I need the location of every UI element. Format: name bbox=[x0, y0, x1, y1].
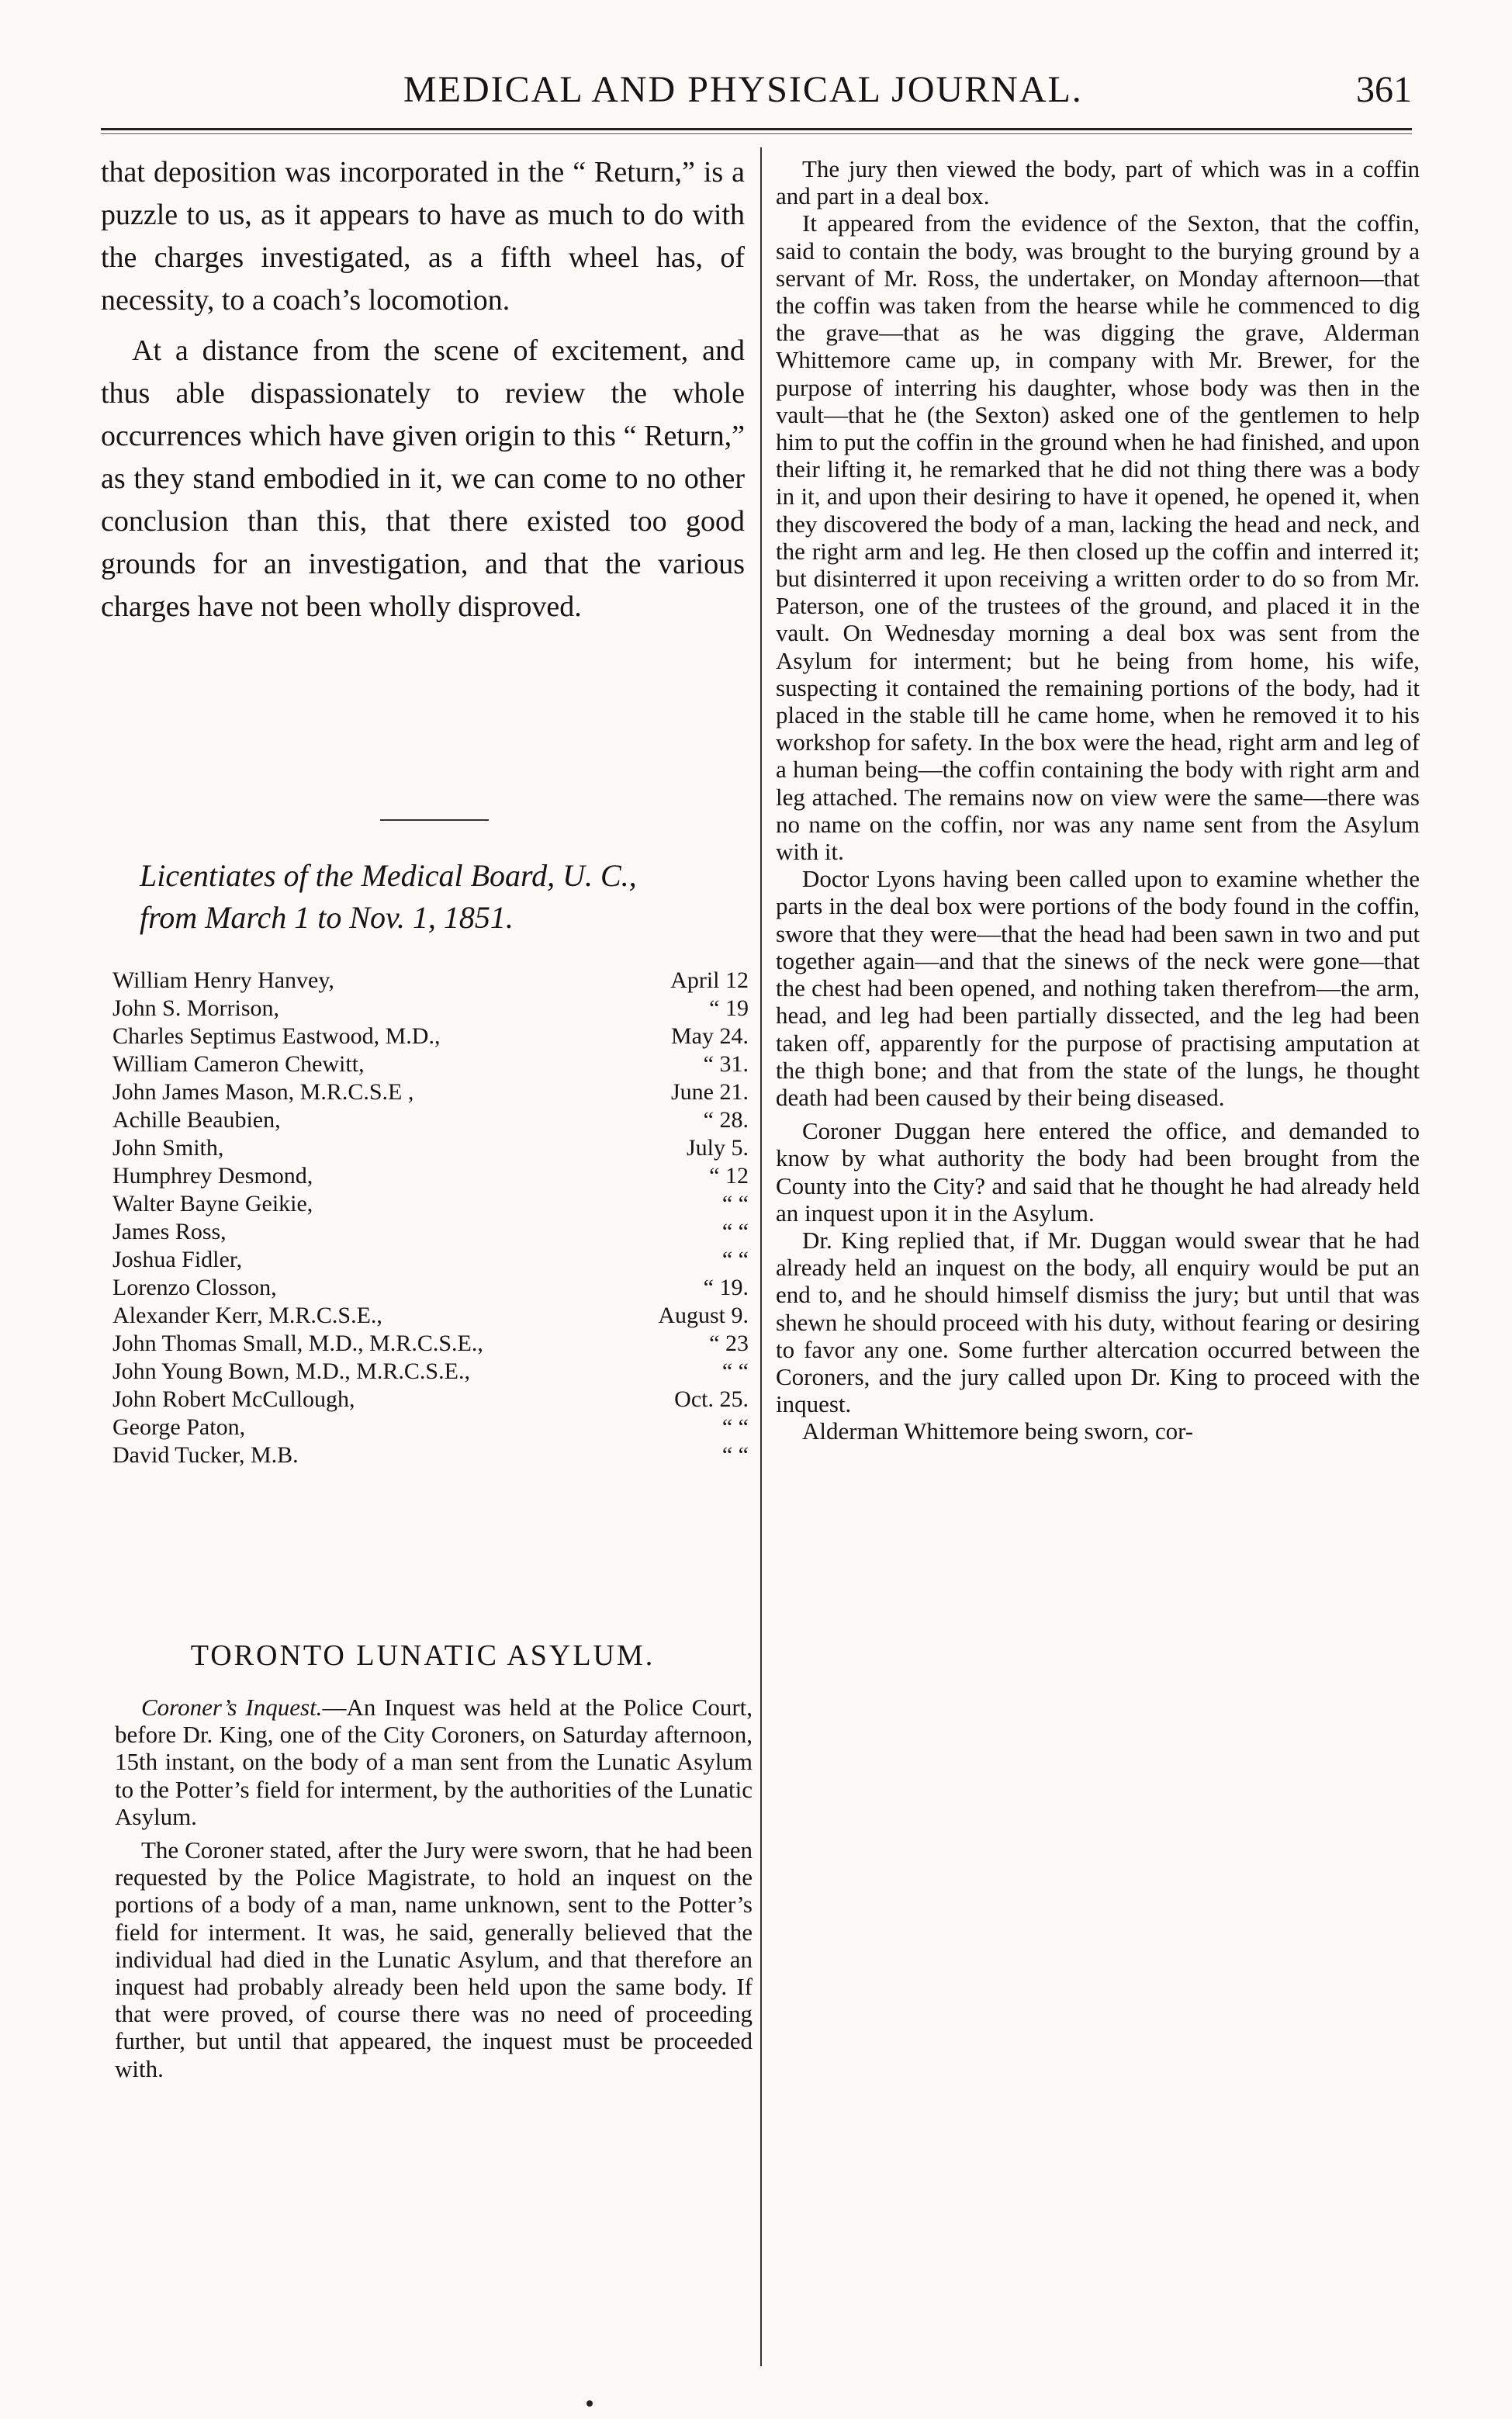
licentiate-date: “ 28. bbox=[703, 1107, 749, 1133]
licentiate-name: Joshua Fidler, bbox=[112, 1247, 243, 1272]
licentiates-heading-line1: Licentiates of the Medical Board, U. C., bbox=[140, 858, 637, 893]
licentiate-date: “ “ bbox=[721, 1247, 749, 1272]
licentiate-name: William Cameron Chewitt, bbox=[112, 1051, 365, 1077]
licentiate-date: “ “ bbox=[721, 1442, 749, 1468]
licentiate-row bbox=[112, 1050, 749, 1078]
licentiate-date: “ “ bbox=[721, 1191, 749, 1216]
asylum-section bbox=[101, 1639, 745, 1673]
inquest-paragraph-1 bbox=[115, 1694, 753, 1830]
licentiate-row bbox=[112, 1134, 749, 1162]
licentiate-row bbox=[112, 1386, 749, 1414]
inquest-section bbox=[115, 1694, 753, 2082]
licentiate-name: John Smith, bbox=[112, 1135, 224, 1161]
licentiate-row bbox=[112, 1246, 749, 1274]
licentiate-date: “ “ bbox=[721, 1414, 749, 1440]
licentiate-name: Walter Bayne Geikie, bbox=[112, 1191, 313, 1216]
header-rule-thin bbox=[101, 133, 1412, 134]
licentiates-list bbox=[112, 967, 753, 1469]
left-column-top bbox=[101, 151, 745, 628]
licentiate-date: July 5. bbox=[686, 1135, 749, 1161]
licentiate-row bbox=[112, 1274, 749, 1302]
licentiate-name: George Paton, bbox=[112, 1414, 246, 1440]
inquest-paragraph-2: The Coroner stated, after the Jury were sworn, that he had been requested by the Police Magistrate, to hold an inquest on the portions of a body of a man, name unknown, sent to the Potter’s field for interment. It was, he said, generally believed that the individual had died in the Lunatic Asylum, and that therefore an inquest had probably already been held upon the same body. If that were proved, of course there was no need of proceeding further, but until that appeared, the inquest must be proceeded with. bbox=[115, 1836, 753, 2082]
licentiate-name: Alexander Kerr, M.R.C.S.E., bbox=[112, 1303, 382, 1328]
licentiate-name: David Tucker, M.B. bbox=[112, 1442, 299, 1468]
licentiate-date: April 12 bbox=[670, 967, 749, 993]
section-rule bbox=[380, 819, 489, 821]
licentiate-name: John Robert McCullough, bbox=[112, 1386, 355, 1412]
licentiate-name: John S. Morrison, bbox=[112, 995, 280, 1021]
running-header bbox=[101, 68, 1412, 115]
inquest-paragraph-1-text: —An Inquest was held at the Police Court, before Dr. King, one of the City Coroners, on Saturday afternoon, 15th instant, on the body of a man sent from the Lunatic Asylum to the Potter’s field for interment, by the authorities of the Lunatic Asylum. bbox=[115, 1694, 753, 1830]
licentiate-row bbox=[112, 1302, 749, 1330]
left-paragraph-1: that deposition was incorporated in the “ Return,” is a puzzle to us, as it appears to have as much to do with the charges investigated, as a fifth wheel has, of necessity, to a coach’s locomotion. bbox=[101, 156, 745, 317]
licentiate-date: “ “ bbox=[721, 1358, 749, 1384]
licentiate-date: August 9. bbox=[658, 1303, 749, 1328]
licentiate-row bbox=[112, 1358, 749, 1386]
licentiate-date: June 21. bbox=[671, 1079, 749, 1105]
licentiate-row bbox=[112, 1190, 749, 1218]
right-paragraph-3: Doctor Lyons having been called upon to examine whether the parts in the deal box were portions of the body found in the coffin, swore that they were—that the head had been sawn in two and put together again—and that the sinews of the neck were gone—that the chest had been opened, and nothing taken therefrom—the arm, head, and leg had been partially dissected, and the leg had been taken off, apparently for the purpose of practising amputation at the thigh bone; and that from the state of the lungs, he thought death had been caused by their being diseased. bbox=[776, 865, 1420, 1111]
licentiate-row bbox=[112, 1330, 749, 1358]
licentiate-row bbox=[112, 1162, 749, 1190]
licentiate-name: John Thomas Small, M.D., M.R.C.S.E., bbox=[112, 1331, 483, 1356]
licentiates-heading-line2: from March 1 to Nov. 1, 1851. bbox=[140, 900, 514, 935]
left-paragraph-2: At a distance from the scene of excitement, and thus able dispassionately to review the whole occurrences which have given origin to this “ Return,” as they stand embodied in it, we can come to no other conclusion than this, that there existed too good grounds for an investigation, and that the various charges have not been wholly disproved. bbox=[101, 334, 745, 623]
licentiate-row bbox=[112, 995, 749, 1023]
licentiate-row bbox=[112, 1414, 749, 1441]
page-dot bbox=[586, 2400, 593, 2407]
licentiate-name: James Ross, bbox=[112, 1219, 227, 1244]
licentiate-name: Lorenzo Closson, bbox=[112, 1275, 277, 1300]
right-paragraph-2: It appeared from the evidence of the Sexton, that the coffin, said to contain the body, was brought to the burying ground by a servant of Mr. Ross, the undertaker, on Monday afternoon—that the coffin was taken from the hearse while he commenced to dig the grave—that as he was digging the grave, Alderman Whittemore came up, in company with Mr. Brewer, for the purpose of interring his daughter, whose body was then in the vault—that he (the Sexton) asked one of the gentlemen to help him to put the coffin in the ground when he had finished, and upon their lifting it, he remarked that he did not thing there was a body in it, and upon their desiring to have it opened, he opened it, when they discovered the body of a man, lacking the head and neck, and the right arm and leg. He then closed up the coffin and interred it; but disinterred it upon receiving a written order to do so from Mr. Paterson, one of the trustees of the ground, and placed it in the vault. On Wednesday morning a deal box was sent from the Asylum for interment; but he being from home, his wife, suspecting it contained the remaining portions of the body, had it placed in the stable till he came home, when he removed it to his workshop for safety. In the box were the head, right arm and leg of a human being—the coffin containing the body with right arm and leg attached. The remains now on view were the same—there was no name on the coffin, nor was any name sent from the Asylum with it. bbox=[776, 209, 1420, 866]
licentiate-name: John James Mason, M.R.C.S.E , bbox=[112, 1079, 414, 1105]
column-divider bbox=[760, 147, 762, 2366]
right-paragraph-5: Dr. King replied that, if Mr. Duggan would swear that he had already held an inquest on the body, all enquiry would be put an end to, and he should himself dismiss the jury; but until that was shewn he should proceed with his duty, without fearing or desiring to favor any one. Some further altercation occurred between the Coroners, and the jury called upon Dr. King to proceed with the inquest. bbox=[776, 1226, 1420, 1418]
licentiate-date: “ 23 bbox=[709, 1331, 749, 1356]
licentiate-row bbox=[112, 1078, 749, 1106]
licentiates-section bbox=[140, 855, 753, 939]
licentiate-date: “ “ bbox=[721, 1219, 749, 1244]
licentiate-date: Oct. 25. bbox=[674, 1386, 749, 1412]
licentiate-date: “ 12 bbox=[709, 1163, 749, 1189]
licentiate-name: Charles Septimus Eastwood, M.D., bbox=[112, 1023, 441, 1049]
right-paragraph-1: The jury then viewed the body, part of which was in a coffin and part in a deal box. bbox=[776, 155, 1420, 210]
licentiate-row bbox=[112, 1441, 749, 1469]
journal-title: MEDICAL AND PHYSICAL JOURNAL. bbox=[403, 69, 1083, 110]
right-paragraph-4: Coroner Duggan here entered the office, and demanded to know by what authority the body had been brought from the County into the City? and said that he thought he had already held an inquest upon it in the Asylum. bbox=[776, 1117, 1420, 1227]
licentiate-row bbox=[112, 967, 749, 995]
right-column bbox=[776, 155, 1420, 1445]
licentiate-date: “ 31. bbox=[703, 1051, 749, 1077]
inquest-lead: Coroner’s Inquest. bbox=[141, 1694, 323, 1721]
licentiate-name: Humphrey Desmond, bbox=[112, 1163, 313, 1189]
licentiates-table bbox=[112, 967, 749, 1469]
licentiate-row bbox=[112, 1106, 749, 1134]
licentiate-name: William Henry Hanvey, bbox=[112, 967, 334, 993]
header-rule bbox=[101, 128, 1412, 130]
licentiate-row bbox=[112, 1023, 749, 1050]
licentiate-name: John Young Bown, M.D., M.R.C.S.E., bbox=[112, 1358, 470, 1384]
licentiate-date: “ 19. bbox=[703, 1275, 749, 1300]
licentiate-row bbox=[112, 1218, 749, 1246]
right-paragraph-6: Alderman Whittemore being sworn, cor- bbox=[802, 1417, 1194, 1445]
licentiate-name: Achille Beaubien, bbox=[112, 1107, 281, 1133]
asylum-title: TORONTO LUNATIC ASYLUM. bbox=[190, 1639, 656, 1672]
page-number: 361 bbox=[1356, 69, 1412, 110]
licentiate-date: May 24. bbox=[671, 1023, 749, 1049]
licentiate-date: “ 19 bbox=[709, 995, 749, 1021]
